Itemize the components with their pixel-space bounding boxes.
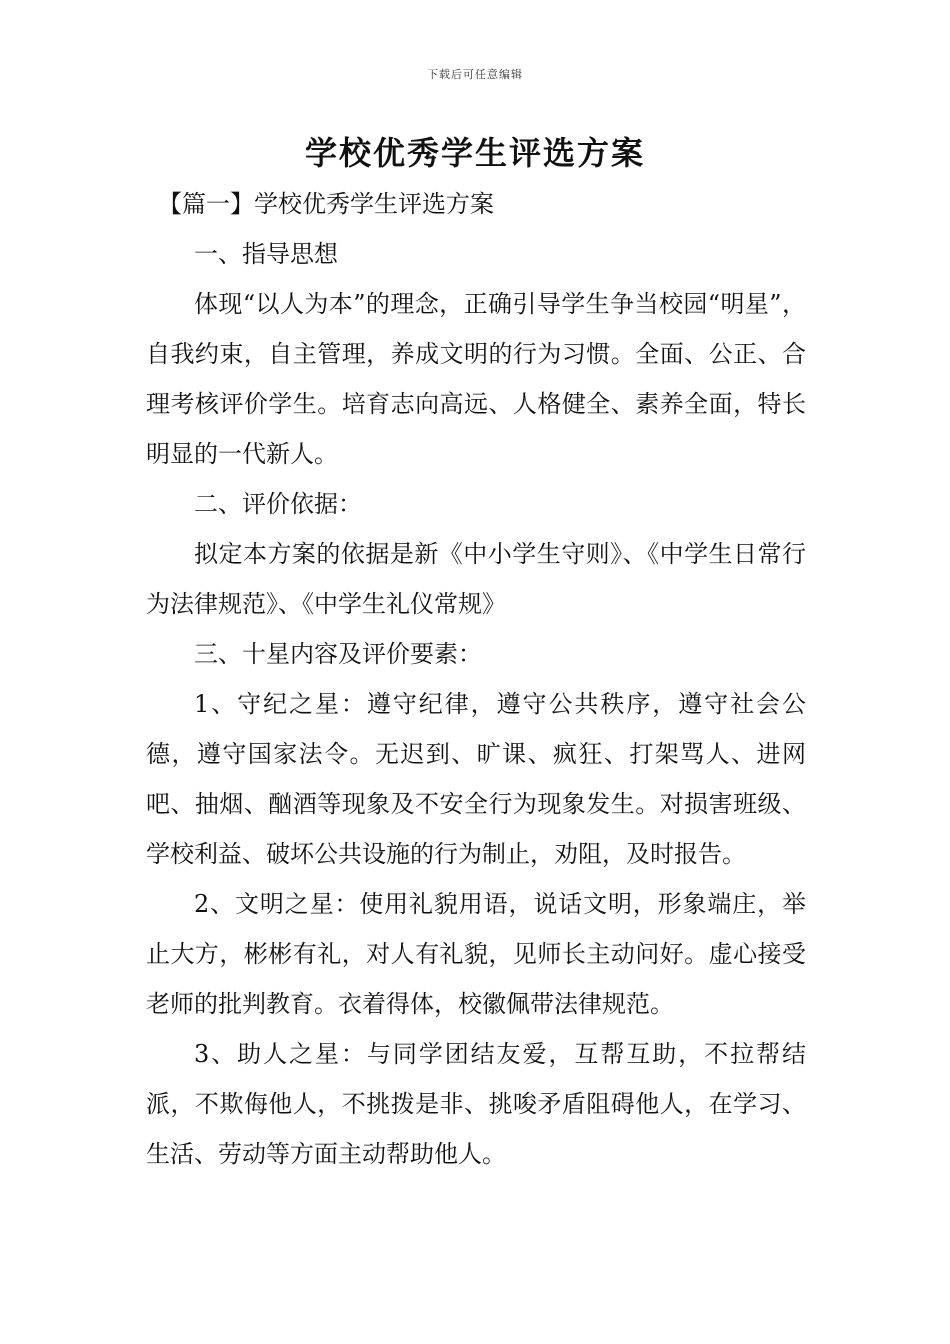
basis-heading: 二、评价依据： xyxy=(194,490,362,518)
section-subtitle: 【篇一】学校优秀学生评选方案 xyxy=(158,190,494,218)
star-3-paragraph: 3、助人之星：与同学团结友爱，互帮互助，不拉帮结派，不欺侮他人，不挑拨是非、挑唆矛盾阻碍他人，在学习、生活、劳动等方面主动帮助他人。 xyxy=(146,1040,806,1168)
star-1-paragraph: 1、守纪之星：遵守纪律，遵守公共秩序，遵守社会公德，遵守国家法令。无迟到、旷课、疯狂、打架骂人、进网吧、抽烟、酗酒等现象及不安全行为现象发生。对损害班级、学校利益、破坏公共设施的行为制止，劝阻，及时报告。 xyxy=(146,690,806,868)
star-2-paragraph: 2、文明之星：使用礼貌用语，说话文明，形象端庄，举止大方，彬彬有礼，对人有礼貌，见师长主动问好。虚心接受老师的批判教育。衣着得体，校徽佩带法律规范。 xyxy=(146,890,806,1018)
basis-paragraph: 拟定本方案的依据是新《中小学生守则》、《中学生日常行为法律规范》、《中学生礼仪常规》 xyxy=(146,540,806,618)
guiding-paragraph: 体现“以人为本”的理念，正确引导学生争当校园“明星”，自我约束，自主管理，养成文明的行为习惯。全面、公正、合理考核评价学生。培育志向高远、人格健全、素养全面，特长明显的一代新人。 xyxy=(146,290,806,468)
document-title: 学校优秀学生评选方案 xyxy=(304,134,645,172)
guiding-heading: 一、指导思想 xyxy=(194,240,338,268)
stars-heading: 三、十星内容及评价要素： xyxy=(194,640,482,668)
header-note: 下载后可任意编辑 xyxy=(427,68,523,81)
document-body xyxy=(146,179,806,1179)
